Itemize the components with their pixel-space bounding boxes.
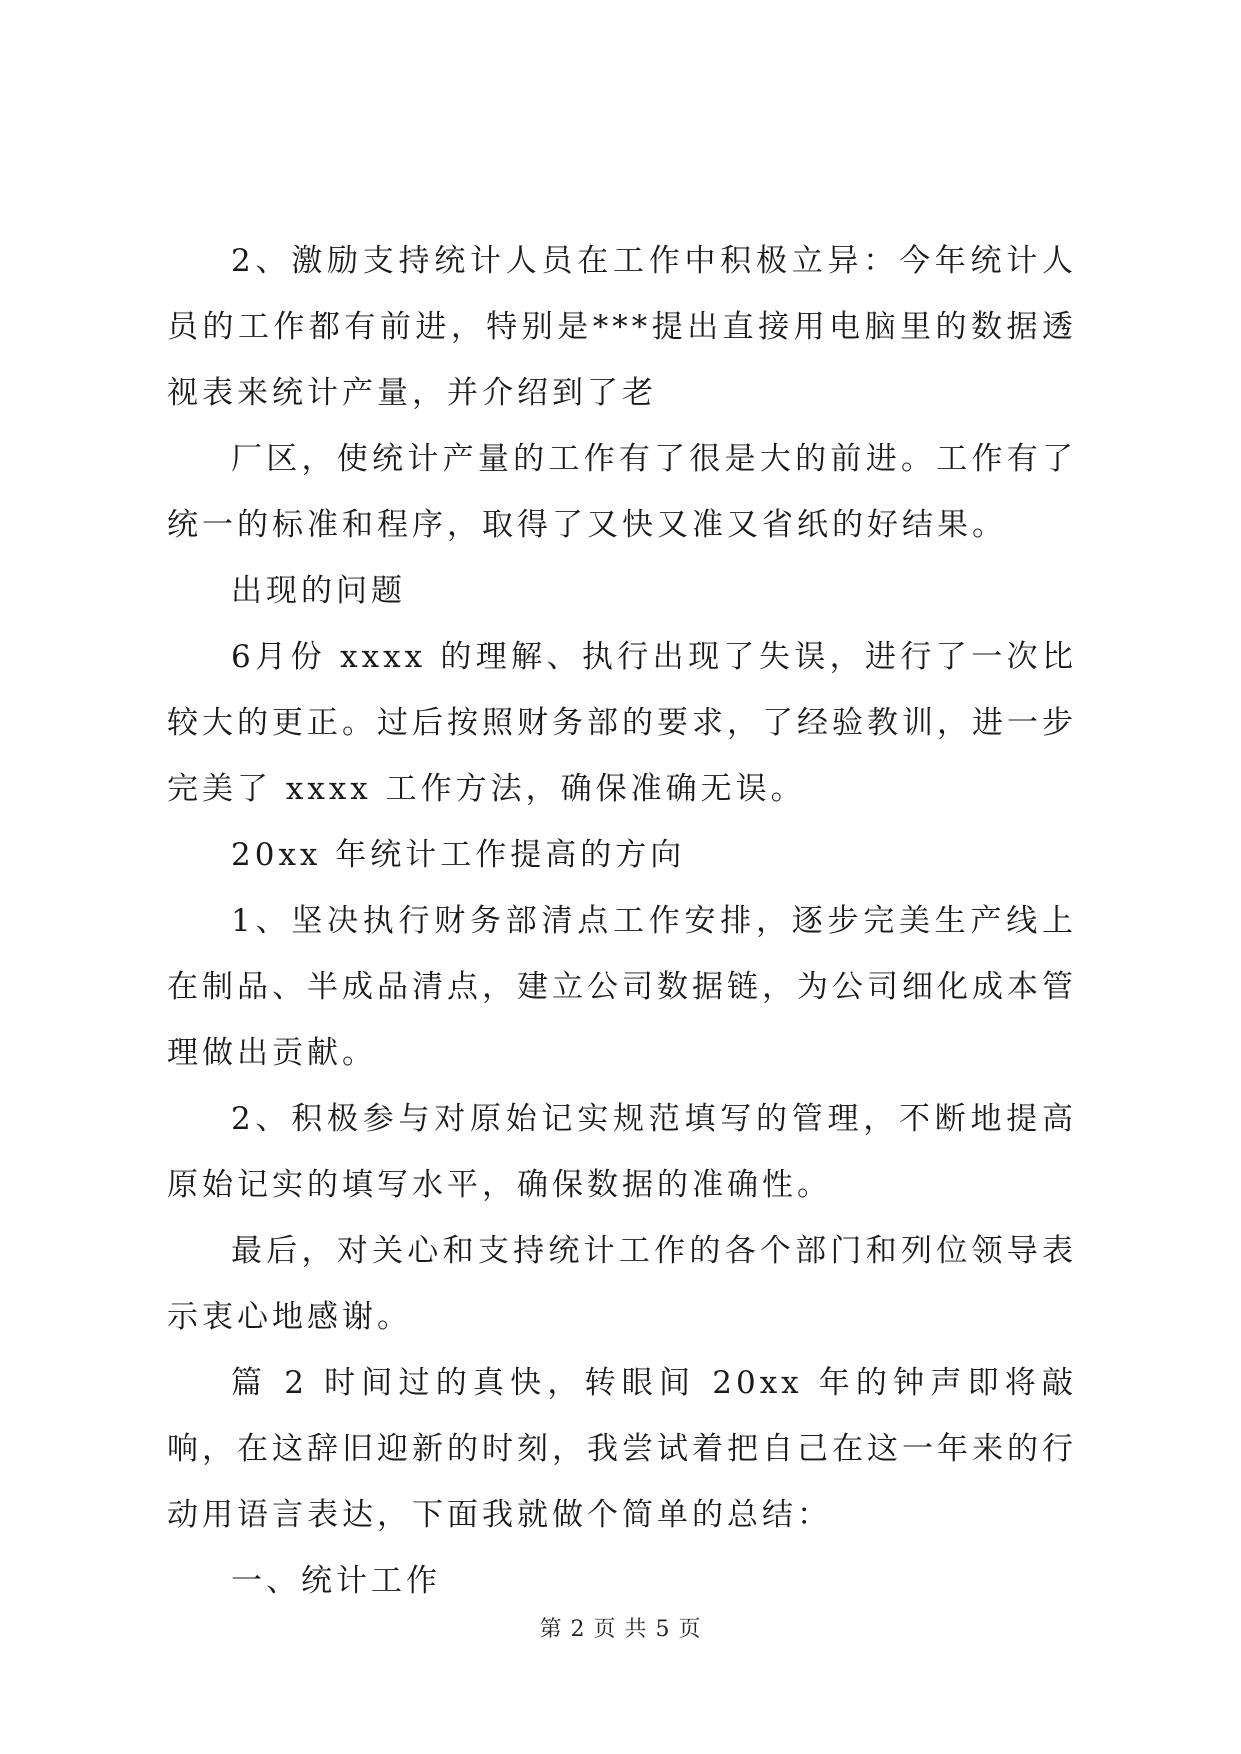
paragraph-article-2-intro: 篇 2 时间过的真快，转眼间 20xx 年的钟声即将敲响，在这辞旧迎新的时刻，我尝试着把自己在这一年来的行动用语言表达，下面我就做个简单的总结： [167,1365,1077,1533]
paragraph-problems: 6月份 xxxx 的理解、执行出现了失误，进行了一次比较大的更正。过后按照财务部的要求，了经验教训，进一步完美了 xxxx 工作方法，确保准确无误。 [167,639,1077,807]
section-heading-problems: 出现的问题 [231,573,406,609]
document-body [167,228,1077,1614]
section-heading-statistics-work: 一、统计工作 [231,1563,441,1599]
paragraph-thanks: 最后，对关心和支持统计工作的各个部门和列位领导表示衷心地感谢。 [167,1233,1077,1335]
paragraph-continuation: 厂区，使统计产量的工作有了很是大的前进。工作有了统一的标准和程序，取得了又快又准又省纸的好结果。 [167,441,1077,543]
paragraph-direction-2: 2、积极参与对原始记实规范填写的管理，不断地提高原始记实的填写水平，确保数据的准确性。 [167,1101,1077,1203]
paragraph-direction-1: 1、坚决执行财务部清点工作安排，逐步完美生产线上在制品、半成品清点，建立公司数据链，为公司细化成本管理做出贡献。 [167,903,1077,1071]
paragraph-incentive: 2、激励支持统计人员在工作中积极立异：今年统计人员的工作都有前进，特别是***提出直接用电脑里的数据透视表来统计产量，并介绍到了老 [167,243,1077,411]
page-footer: 第 2 页 共 5 页 [539,1617,702,1642]
section-heading-direction: 20xx 年统计工作提高的方向 [231,837,686,873]
